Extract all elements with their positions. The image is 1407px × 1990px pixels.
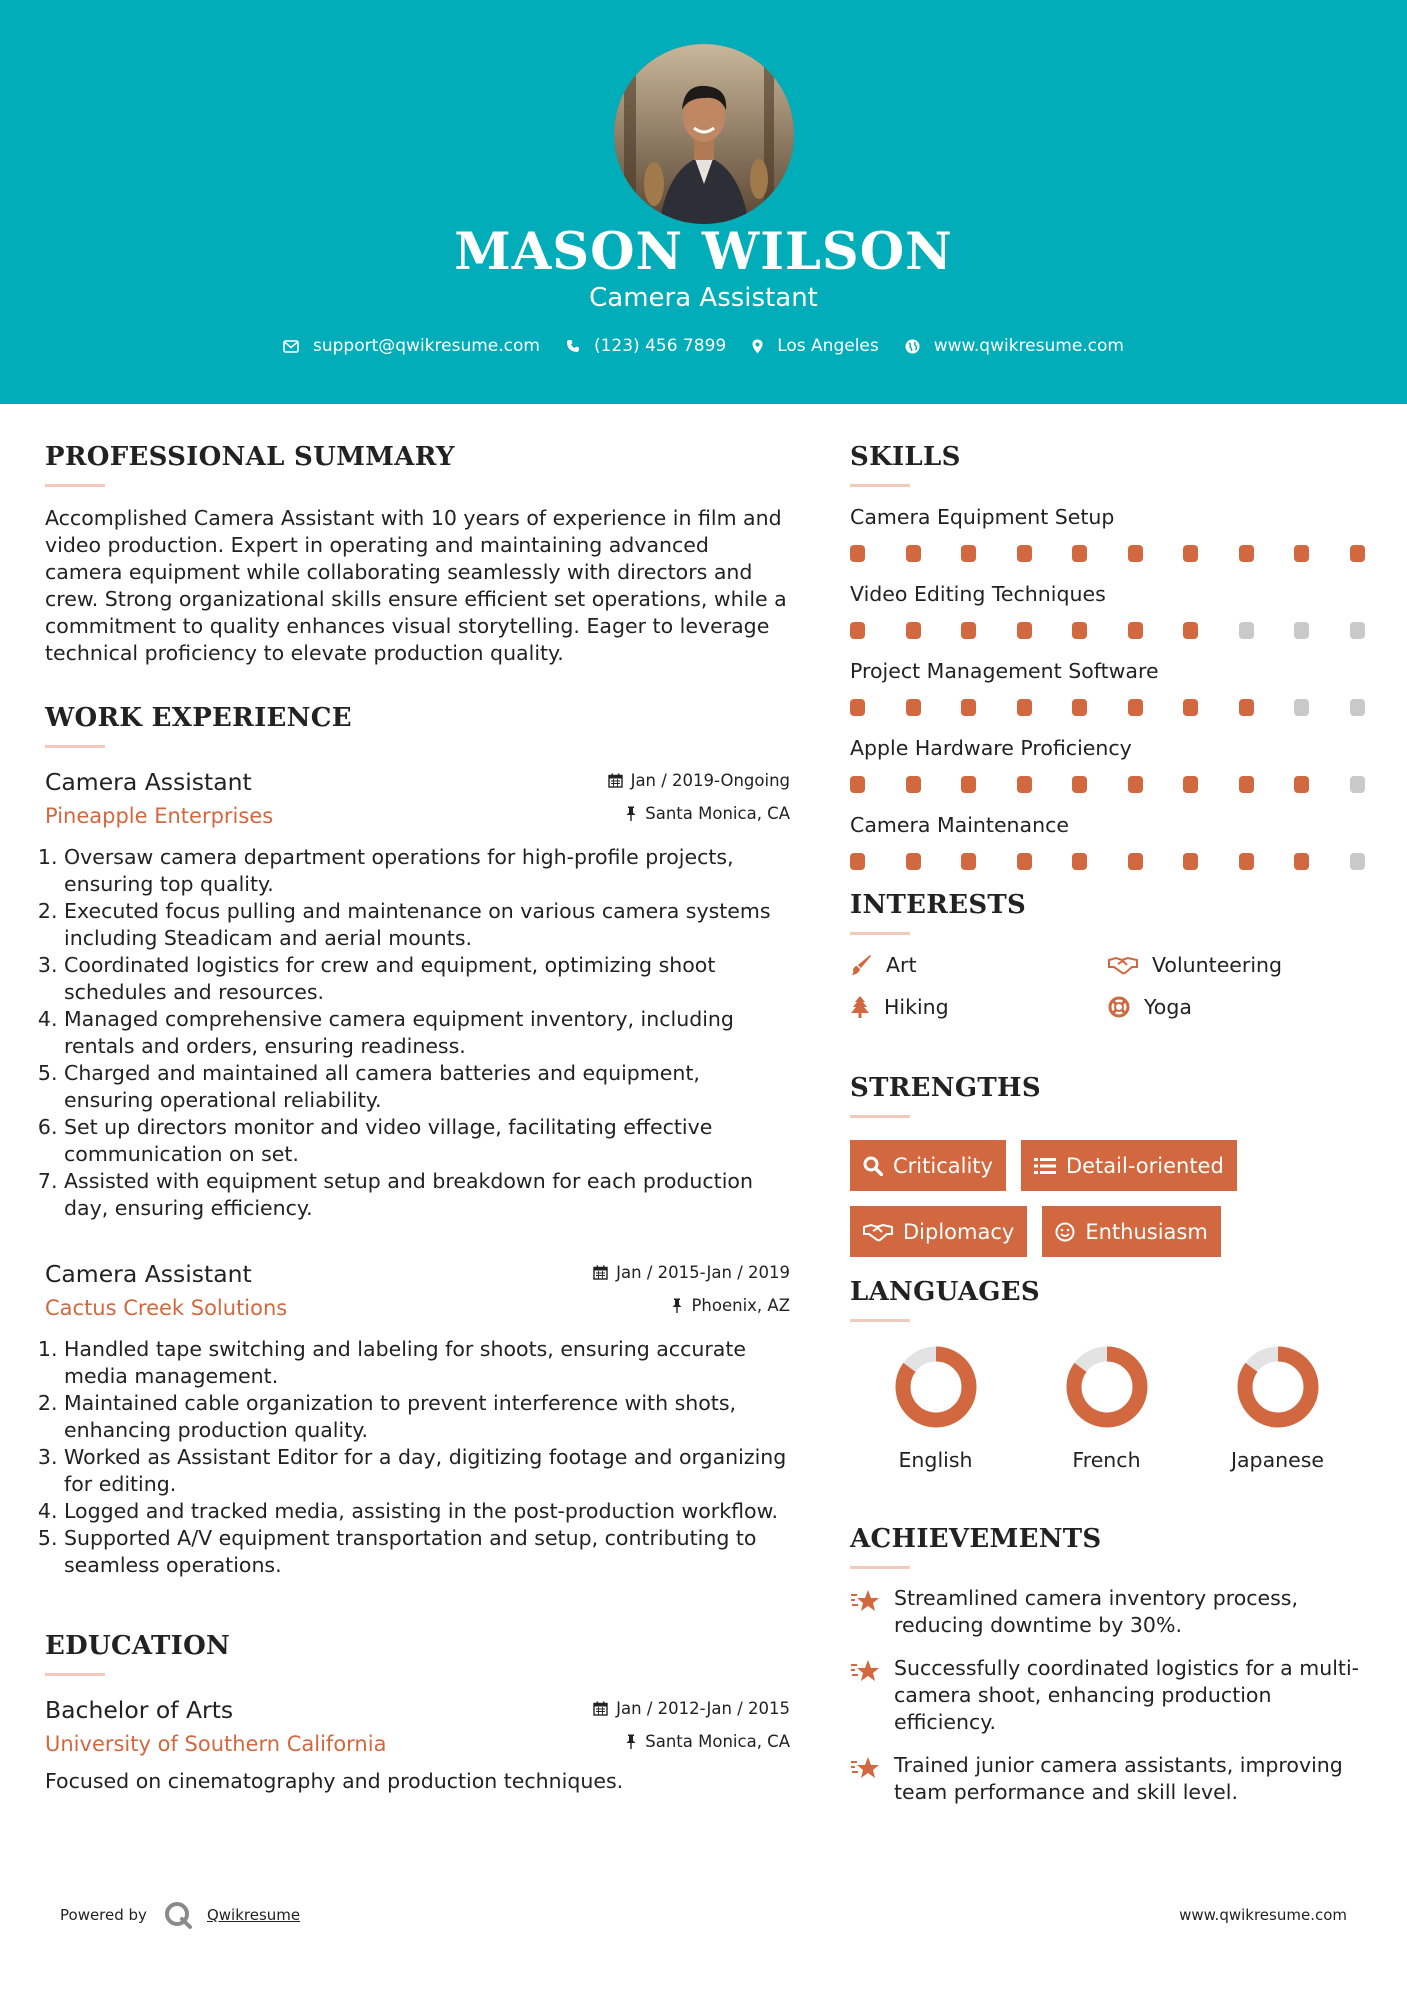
heading-underline — [45, 1673, 105, 1676]
language-name: French — [1072, 1448, 1141, 1472]
rating-dot-filled — [1072, 776, 1087, 793]
rating-dot-filled — [906, 622, 921, 639]
star-award-icon — [850, 1589, 880, 1615]
job-entry — [45, 1260, 790, 1579]
job-company: Cactus Creek Solutions — [45, 1296, 288, 1320]
contact-bar — [0, 336, 1407, 356]
star-award-icon — [850, 1659, 880, 1685]
achievement-text: Successfully coordinated logistics for a multi-camera shoot, enhancing production efficiency. — [894, 1656, 1360, 1734]
heading-underline — [850, 932, 910, 935]
list-icon — [1034, 1157, 1056, 1175]
job-bullets — [45, 844, 790, 1222]
rating-dot-filled — [1072, 545, 1087, 562]
envelope-icon — [283, 340, 299, 353]
rating-dot-filled — [906, 776, 921, 793]
contact-email[interactable] — [283, 336, 540, 356]
skill-item — [850, 659, 1365, 716]
interest-label: Hiking — [884, 995, 949, 1019]
calendar-icon — [593, 1265, 608, 1280]
skill-rating — [850, 699, 1365, 716]
right-column — [850, 442, 1365, 1806]
rating-dot-filled — [1239, 776, 1254, 793]
job-entry — [45, 768, 790, 1222]
language-item — [1021, 1344, 1192, 1472]
rating-dot-filled — [1239, 545, 1254, 562]
heading-underline — [850, 484, 910, 487]
globe-icon — [905, 339, 920, 354]
summary-heading: PROFESSIONAL SUMMARY — [45, 442, 455, 472]
achievements-section — [850, 1524, 1365, 1806]
language-item — [1192, 1344, 1363, 1472]
job-dates — [608, 768, 790, 792]
list-item: 7. Assisted with equipment setup and breakdown for each production day, ensuring efficiency. — [64, 1168, 790, 1222]
left-column — [45, 442, 790, 1795]
profile-photo — [614, 44, 794, 224]
interest-item — [1108, 995, 1358, 1019]
pushpin-icon — [625, 1734, 637, 1749]
job-company: Pineapple Enterprises — [45, 804, 274, 828]
pushpin-icon — [625, 806, 637, 821]
contact-phone[interactable] — [566, 336, 726, 356]
resume-header — [0, 0, 1407, 404]
job-location-text: Phoenix, AZ — [691, 1295, 790, 1315]
list-item: 1. Oversaw camera department operations for high-profile projects, ensuring top quality. — [64, 844, 790, 898]
achievement-item — [850, 1585, 1365, 1639]
strength-label: Criticality — [893, 1153, 993, 1178]
rating-dot-filled — [1183, 776, 1198, 793]
strengths-section — [850, 1073, 1365, 1257]
rating-dot-filled — [1294, 853, 1309, 870]
map-pin-icon — [752, 339, 763, 354]
qwikresume-logo-icon — [163, 1900, 193, 1930]
skill-name: Video Editing Techniques — [850, 582, 1106, 606]
list-item: 3. Worked as Assistant Editor for a day, digitizing footage and organizing for editing. — [64, 1444, 790, 1498]
skill-item — [850, 736, 1365, 793]
rating-dot-filled — [1128, 853, 1143, 870]
rating-dot-filled — [1128, 699, 1143, 716]
school: University of Southern California — [45, 1732, 387, 1756]
paintbrush-icon — [850, 954, 872, 976]
job-title: Camera Assistant — [45, 1260, 252, 1288]
heading-underline — [45, 484, 105, 487]
strength-chip — [1021, 1140, 1237, 1191]
rating-dot-filled — [850, 699, 865, 716]
strength-label: Detail-oriented — [1065, 1153, 1224, 1178]
rating-dot-filled — [961, 776, 976, 793]
job-title: Camera Assistant — [45, 768, 252, 796]
interests-heading: INTERESTS — [850, 890, 1027, 920]
rating-dot-filled — [1183, 853, 1198, 870]
rating-dot-empty — [1239, 622, 1254, 639]
heading-underline — [850, 1566, 910, 1569]
education-dates — [593, 1696, 790, 1720]
degree: Bachelor of Arts — [45, 1696, 234, 1724]
calendar-icon — [593, 1701, 608, 1716]
rating-dot-filled — [1017, 776, 1032, 793]
job-meta — [608, 768, 790, 825]
list-item: 2. Maintained cable organization to prevent interference with shots, enhancing production quality. — [64, 1390, 790, 1444]
skill-name: Apple Hardware Proficiency — [850, 736, 1132, 760]
skill-item — [850, 813, 1365, 870]
skills-list — [850, 505, 1365, 870]
skill-rating — [850, 853, 1365, 870]
job-meta — [593, 1260, 790, 1317]
rating-dot-filled — [1183, 622, 1198, 639]
rating-dot-empty — [1294, 622, 1309, 639]
list-item: 5. Charged and maintained all camera batteries and equipment, ensuring operational reliability. — [64, 1060, 790, 1114]
lifebuoy-icon — [1108, 996, 1130, 1018]
list-item: 4. Managed comprehensive camera equipment inventory, including rentals and orders, ensuring readiness. — [64, 1006, 790, 1060]
rating-dot-filled — [1072, 622, 1087, 639]
rating-dot-empty — [1350, 853, 1365, 870]
pushpin-icon — [671, 1298, 683, 1313]
skill-item — [850, 505, 1365, 562]
language-name: Japanese — [1230, 1448, 1325, 1472]
language-proficiency-donut — [893, 1344, 979, 1430]
rating-dot-filled — [1072, 853, 1087, 870]
strength-chip — [850, 1140, 1006, 1191]
footer-powered-by — [60, 1900, 300, 1930]
rating-dot-empty — [1350, 699, 1365, 716]
list-item: 4. Logged and tracked media, assisting in the post-production workflow. — [64, 1498, 790, 1525]
list-item: 1. Handled tape switching and labeling for shoots, ensuring accurate media management. — [64, 1336, 790, 1390]
rating-dot-empty — [1350, 776, 1365, 793]
summary-section — [45, 442, 790, 667]
rating-dot-filled — [961, 853, 976, 870]
interest-item — [850, 953, 1108, 977]
interest-label: Volunteering — [1152, 953, 1283, 977]
rating-dot-filled — [1350, 545, 1365, 562]
language-name: English — [898, 1448, 973, 1472]
strength-label: Diplomacy — [903, 1219, 1015, 1244]
rating-dot-filled — [1239, 699, 1254, 716]
rating-dot-filled — [906, 853, 921, 870]
rating-dot-filled — [850, 776, 865, 793]
education-heading: EDUCATION — [45, 1631, 231, 1661]
experience-heading: WORK EXPERIENCE — [45, 703, 352, 733]
rating-dot-filled — [850, 545, 865, 562]
job-dates-text: Jan / 2015-Jan / 2019 — [616, 1262, 790, 1282]
rating-dot-filled — [1017, 853, 1032, 870]
education-entry — [45, 1696, 790, 1795]
rating-dot-filled — [850, 853, 865, 870]
rating-dot-filled — [1128, 776, 1143, 793]
rating-dot-filled — [1072, 699, 1087, 716]
handshake-icon — [1108, 955, 1138, 975]
handshake-icon — [863, 1222, 893, 1242]
heading-underline — [45, 745, 105, 748]
interests-section — [850, 890, 1365, 1019]
job-dates-text: Jan / 2019-Ongoing — [630, 770, 790, 790]
rating-dot-filled — [1294, 545, 1309, 562]
candidate-name: MASON WILSON — [454, 222, 953, 282]
languages-heading: LANGUAGES — [850, 1277, 1040, 1307]
contact-location — [752, 336, 879, 356]
rating-dot-filled — [1017, 545, 1032, 562]
rating-dot-filled — [961, 699, 976, 716]
education-location — [593, 1729, 790, 1753]
contact-phone-text: (123) 456 7899 — [593, 336, 727, 356]
interest-item — [1108, 953, 1358, 977]
search-icon — [863, 1156, 883, 1176]
rating-dot-empty — [1294, 699, 1309, 716]
rating-dot-filled — [961, 622, 976, 639]
rating-dot-filled — [1128, 545, 1143, 562]
qwikresume-link[interactable]: Qwikresume — [206, 1906, 301, 1924]
star-award-icon — [850, 1756, 880, 1782]
calendar-icon — [608, 773, 623, 788]
language-proficiency-donut — [1064, 1344, 1150, 1430]
achievement-item — [850, 1752, 1365, 1806]
job-dates — [593, 1260, 790, 1284]
footer-website[interactable]: www.qwikresume.com — [1179, 1906, 1347, 1924]
contact-email-text: support@qwikresume.com — [313, 336, 540, 356]
contact-location-text: Los Angeles — [777, 336, 879, 356]
list-item: 6. Set up directors monitor and video village, facilitating effective communication on set. — [64, 1114, 790, 1168]
skill-name: Camera Maintenance — [850, 813, 1069, 837]
rating-dot-empty — [1350, 622, 1365, 639]
strength-chip — [850, 1206, 1027, 1257]
languages-section — [850, 1277, 1365, 1472]
strength-chips — [850, 1140, 1365, 1257]
job-location — [593, 1293, 790, 1317]
education-location-text: Santa Monica, CA — [645, 1731, 790, 1751]
interests-grid — [850, 953, 1365, 1019]
skill-rating — [850, 622, 1365, 639]
summary-text: Accomplished Camera Assistant with 10 years of experience in film and video production. Expert in operating and maintaining advanced camera equipment while collaborating seamlessly with directors and crew. Strong organizational skills ensure efficient set operations, while a commitment to quality enhances visual storytelling. Eager to leverage technical proficiency to elevate production quality. — [45, 506, 787, 665]
strength-chip — [1042, 1206, 1220, 1257]
rating-dot-filled — [961, 545, 976, 562]
rating-dot-filled — [1017, 622, 1032, 639]
skill-rating — [850, 545, 1365, 562]
skills-section — [850, 442, 1365, 870]
skill-name: Camera Equipment Setup — [850, 505, 1115, 529]
education-dates-text: Jan / 2012-Jan / 2015 — [616, 1698, 790, 1718]
list-item: 3. Coordinated logistics for crew and equipment, optimizing shoot schedules and resources. — [64, 952, 790, 1006]
achievement-item — [850, 1655, 1365, 1736]
skills-heading: SKILLS — [850, 442, 961, 472]
interest-label: Yoga — [1144, 995, 1192, 1019]
tree-icon — [850, 996, 870, 1018]
contact-website[interactable] — [905, 336, 1124, 356]
education-description: Focused on cinematography and production techniques. — [45, 1769, 624, 1793]
achievement-text: Streamlined camera inventory process, reducing downtime by 30%. — [894, 1586, 1298, 1637]
interest-label: Art — [886, 953, 917, 977]
heading-underline — [850, 1319, 910, 1322]
language-proficiency-donut — [1235, 1344, 1321, 1430]
rating-dot-filled — [1128, 622, 1143, 639]
candidate-title: Camera Assistant — [589, 283, 818, 313]
rating-dot-filled — [1239, 853, 1254, 870]
skill-rating — [850, 776, 1365, 793]
experience-section — [45, 703, 790, 1579]
rating-dot-filled — [850, 622, 865, 639]
skill-item — [850, 582, 1365, 639]
language-item — [850, 1344, 1021, 1472]
rating-dot-filled — [1183, 545, 1198, 562]
heading-underline — [850, 1115, 910, 1118]
education-section — [45, 1631, 790, 1795]
rating-dot-filled — [906, 699, 921, 716]
rating-dot-filled — [1017, 699, 1032, 716]
job-location-text: Santa Monica, CA — [645, 803, 790, 823]
contact-website-text: www.qwikresume.com — [933, 336, 1124, 356]
rating-dot-filled — [1294, 776, 1309, 793]
powered-by-label: Powered by — [60, 1906, 147, 1924]
smile-icon — [1055, 1222, 1075, 1242]
list-item: 2. Executed focus pulling and maintenance on various camera systems including Steadicam and aerial mounts. — [64, 898, 790, 952]
phone-icon — [566, 339, 580, 353]
rating-dot-filled — [906, 545, 921, 562]
interest-item — [850, 995, 1108, 1019]
achievements-heading: ACHIEVEMENTS — [850, 1524, 1102, 1554]
strengths-heading: STRENGTHS — [850, 1073, 1041, 1103]
strength-label: Enthusiasm — [1085, 1219, 1208, 1244]
list-item: 5. Supported A/V equipment transportation and setup, contributing to seamless operations. — [64, 1525, 790, 1579]
achievement-text: Trained junior camera assistants, improving team performance and skill level. — [894, 1753, 1343, 1804]
rating-dot-filled — [1183, 699, 1198, 716]
job-location — [608, 801, 790, 825]
languages-list — [850, 1344, 1365, 1472]
job-bullets — [45, 1336, 790, 1579]
education-meta — [593, 1696, 790, 1753]
skill-name: Project Management Software — [850, 659, 1159, 683]
